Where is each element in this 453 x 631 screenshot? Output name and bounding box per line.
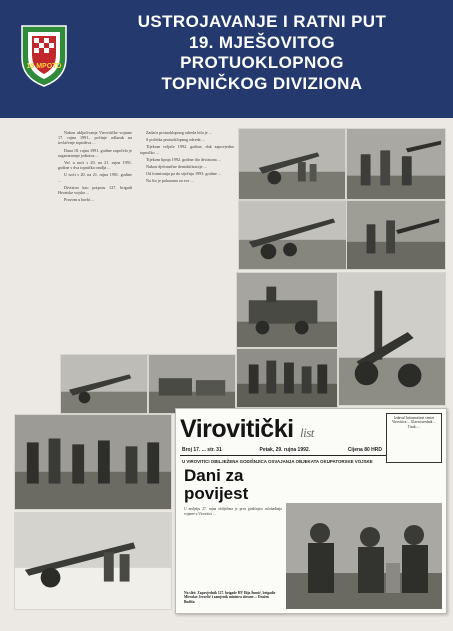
photo-artillery-gun (338, 272, 446, 406)
issue-number: Broj 17. ... str. 31 (182, 447, 222, 453)
poster-header (0, 0, 453, 118)
title-line-3: PROTUOKLOPNOG (180, 53, 344, 72)
emblem-number: 19 MPOTD (26, 63, 62, 70)
article-paragraph: Zadaća protuoklopnog odreda bila je ... (146, 130, 212, 135)
title-line-1: USTROJAVANJE I RATNI PUT (137, 12, 387, 31)
title-line-2: 19. MJEŠOVITOG (188, 32, 336, 52)
photo-cannon-field (238, 200, 348, 270)
newspaper-clipping (175, 408, 447, 614)
photo-caption: Na slici: Zapovjednik 127. brigade HV Ilija Šumić, brigadir Miroslav Jerzečić i zamjenik ministra obrane ... Dražen Budiša (184, 591, 276, 604)
article-paragraph: Od formiranja pa do siječnja 1993. godine ... (146, 171, 222, 177)
masthead-suffix: list (300, 425, 314, 440)
article-paragraph: Već u noći s 20. na 21. rujna 1991. godine s dva topnička oruđja ... (58, 160, 132, 171)
left-margin (8, 130, 54, 356)
photo-soldiers-1 (346, 128, 446, 200)
title-line-4: TOPNIČKOG DIVIZIONA (161, 73, 363, 93)
article-paragraph: Tijekom lipnja 1992. godine dio diviziona ... (146, 156, 221, 162)
article-paragraph: Pravom u borbi ... (64, 197, 95, 203)
photo-cannon-crew-1 (238, 128, 346, 200)
photo-gun-battery (60, 354, 148, 414)
photo-troops-march (14, 414, 172, 510)
article-headline (184, 467, 248, 503)
article-paragraph: Nakon uključivanja Virovitičke vojarne 17. rujna 1991., počinje odlazak na izvlačenje topništva ... (58, 130, 132, 146)
photo-vehicle (236, 272, 338, 348)
article-body: U nedjelju 27. rujna obilježena je prva godišnjica oslobađanja vojarne u Virovitici ... (184, 507, 282, 516)
headline-line-2: povijest (184, 484, 249, 503)
issue-date: Petak, 29. rujna 1992. (259, 447, 311, 453)
article-paragraph: Dana 18. rujna 1991. godine započelo je organiziranje jedinica ... (58, 147, 132, 158)
headline-line-1: Dani za (184, 466, 244, 485)
masthead-title: Virovitički (180, 415, 294, 443)
article-paragraph: Nakon djelomične demobilizacije ... (146, 164, 207, 170)
article-paragraph: U noći s 20. na 21. rujna 1991. godine ... (58, 172, 132, 183)
issue-price: Cijena 80 HRD (347, 447, 382, 453)
article-paragraph: Divizion kao potporu 127. brigadi Hrvatske vojske ... (58, 184, 132, 196)
article-strapline: U VIROVITICI OBILJEŽENA GODIŠNJICA OSVAJANJA OBJEKATA OKUPATORSKE VOJSKE (182, 459, 373, 464)
photo-vehicle-column (148, 354, 236, 414)
issue-line (182, 447, 382, 453)
imprint-box: Izdavač Informativni centar Virovitica ... Glavni urednik ... Tisak: ... (386, 413, 442, 463)
article-column-left (58, 130, 132, 356)
article-paragraph: Tijekom veljače 1992. godine, dok zapovjedno topničko ... (140, 144, 234, 155)
photo-soldiers-group (236, 348, 338, 408)
unit-emblem (18, 22, 70, 88)
masthead-divider (180, 455, 386, 456)
newspaper-masthead (180, 415, 314, 444)
page-title (82, 12, 442, 94)
photo-snow-cannon (14, 512, 172, 610)
photo-cannon-crew-2 (346, 200, 446, 270)
article-paragraph: S početka protuoklopnog odreda ... (146, 137, 205, 143)
article-column-right (140, 130, 234, 356)
article-paragraph: Na što je pokazano za sve ... (146, 178, 194, 184)
newspaper-photo-officers (286, 503, 442, 609)
